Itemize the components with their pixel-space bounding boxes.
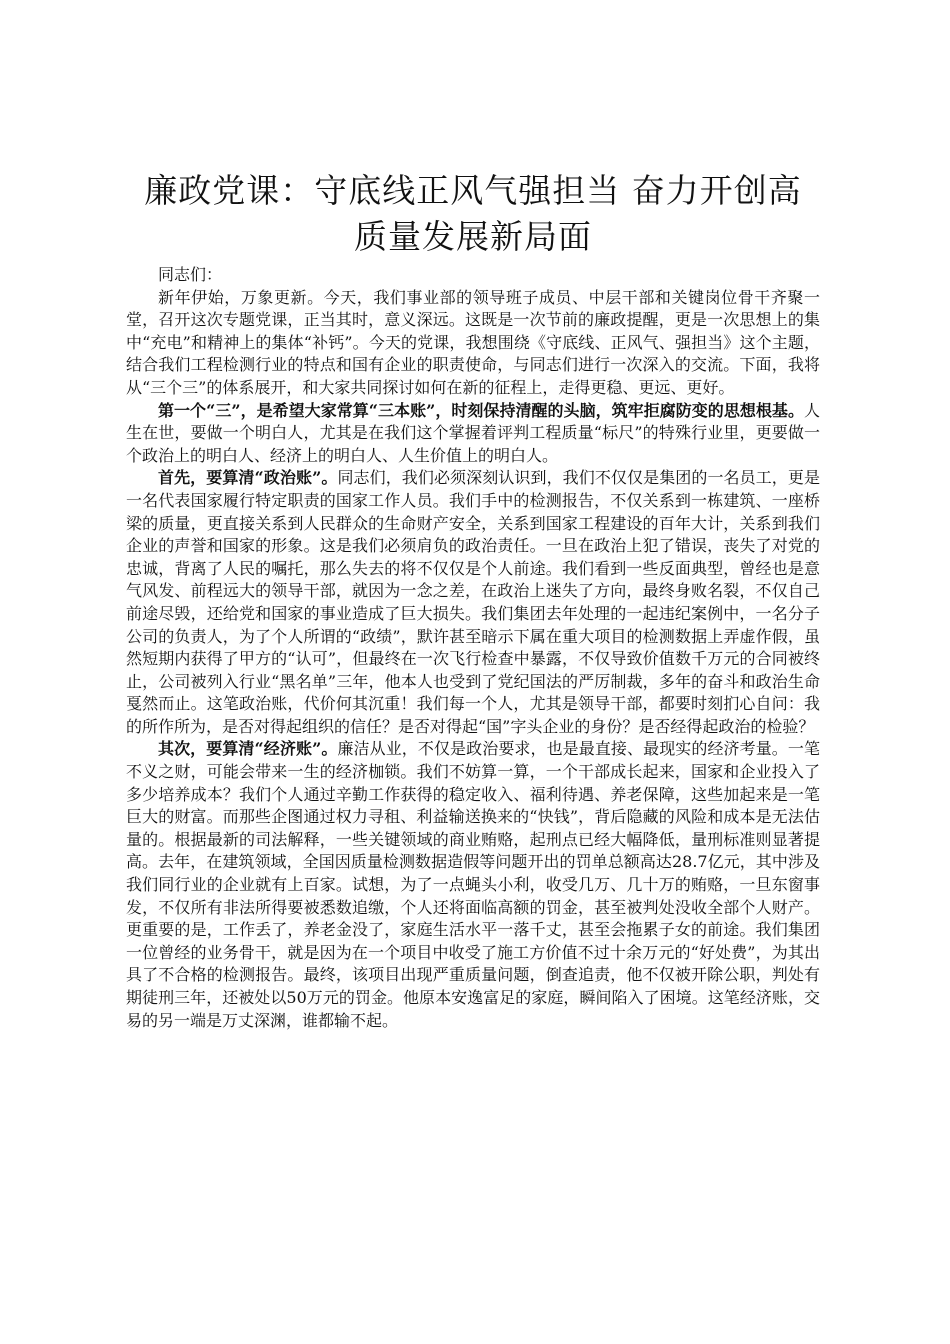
title-line-1: 廉政党课：守底线正风气强担当 奋力开创高 <box>144 171 802 210</box>
paragraph-text: 廉洁从业，不仅是政治要求，也是最直接、最现实的经济考量。一笔不义之财，可能会带来一生的经济枷锁。我们不妨算一算，一个干部成长起来，国家和企业投入了多少培养成本？我们个人通过辛勤工作获得的稳定收入、福利待遇、养老保障，这些加起来是一笔巨大的财富。而那些企图通过权力寻租、利益输送换来的“快钱”，背后隐藏的风险和成本是无法估量的。根据最新的司法解释，一些关键领域的商业贿赂，起刑点已经大幅降低，量刑标准则显著提高。去年，在建筑领域，全国因质量检测数据造假等问题开出的罚单总额高达28.7亿元，其中涉及我们同行业的企业就有上百家。试想，为了一点蝇头小利，收受几万、几十万的贿赂，一旦东窗事发，不仅所有非法所得要被悉数追缴，个人还将面临高额的罚金，甚至被判处没收全部个人财产。更重要的是，工作丢了，养老金没了，家庭生活水平一落千丈，甚至会拖累子女的前途。我们集团一位曾经的业务骨干，就是因为在一个项目中收受了施工方价值不过十余万元的“好处费”，为其出具了不合格的检测报告。最终，该项目出现严重质量问题，倒查追责，他不仅被开除公职，判处有期徒刑三年，还被处以50万元的罚金。他原本安逸富足的家庭，瞬间陷入了困境。这笔经济账，交易的另一端是万丈深渊，谁都输不起。 <box>126 739 820 1030</box>
paragraph-political-account <box>126 467 820 738</box>
paragraph-lead: 第一个“三”，是希望大家常算“三本账”，时刻保持清醒的头脑，筑牢拒腐防变的思想根基。 <box>158 400 804 420</box>
document-title <box>126 168 820 260</box>
title-line-2: 质量发展新局面 <box>354 217 592 256</box>
document-body <box>126 264 820 1032</box>
paragraph-economic-account <box>126 738 820 1032</box>
document-page <box>126 168 820 1032</box>
salutation: 同志们： <box>158 265 223 284</box>
paragraph-three-accounts <box>126 400 820 468</box>
paragraph-text: 同志们，我们必须深刻认识到，我们不仅仅是集团的一名员工，更是一名代表国家履行特定职责的国家工作人员。我们手中的检测报告，不仅关系到一栋建筑、一座桥梁的质量，更直接关系到人民群众的生命财产安全，关系到国家工程建设的百年大计，关系到我们企业的声誉和国家的形象。这是我们必须肩负的政治责任。一旦在政治上犯了错误，丧失了对党的忠诚，背离了人民的嘱托，那么失去的将不仅仅是个人前途。我们看到一些反面典型，曾经也是意气风发、前程远大的领导干部，就因为一念之差，在政治上迷失了方向，最终身败名裂，不仅自己前途尽毁，还给党和国家的事业造成了巨大损失。我们集团去年处理的一起违纪案例中，一名分子公司的负责人，为了个人所谓的“政绩”，默许甚至暗示下属在重大项目的检测数据上弄虚作假，虽然短期内获得了甲方的“认可”，但最终在一次飞行检查中暴露，不仅导致价值数千万元的合同被终止，公司被列入行业“黑名单”三年，他本人也受到了党纪国法的严厉制裁，多年的奋斗和政治生命戛然而止。这笔政治账，代价何其沉重！我们每一个人，尤其是领导干部，都要时刻扪心自问：我的所作所为，是否对得起组织的信任？是否对得起“国”字头企业的身份？是否经得起政治的检验？ <box>126 468 820 736</box>
paragraph-lead: 其次，要算清“经济账”。 <box>158 739 338 759</box>
paragraph-intro <box>126 287 820 400</box>
paragraph-text: 人生在世，要做一个明白人，尤其是在我们这个掌握着评判工程质量“标尺”的特殊行业里，更要做一个政治上的明白人、经济上的明白人、人生价值上的明白人。 <box>126 400 820 465</box>
paragraph-text: 新年伊始，万象更新。今天，我们事业部的领导班子成员、中层干部和关键岗位骨干齐聚一堂，召开这次专题党课，正当其时，意义深远。这既是一次节前的廉政提醒，更是一次思想上的集中“充电”和精神上的集体“补钙”。今天的党课，我想围绕《守底线、正风气、强担当》这个主题，结合我们工程检测行业的特点和国有企业的职责使命，与同志们进行一次深入的交流。下面，我将从“三个三”的体系展开，和大家共同探讨如何在新的征程上，走得更稳、更远、更好。 <box>126 287 820 397</box>
paragraph-lead: 首先，要算清“政治账”。 <box>158 468 338 488</box>
